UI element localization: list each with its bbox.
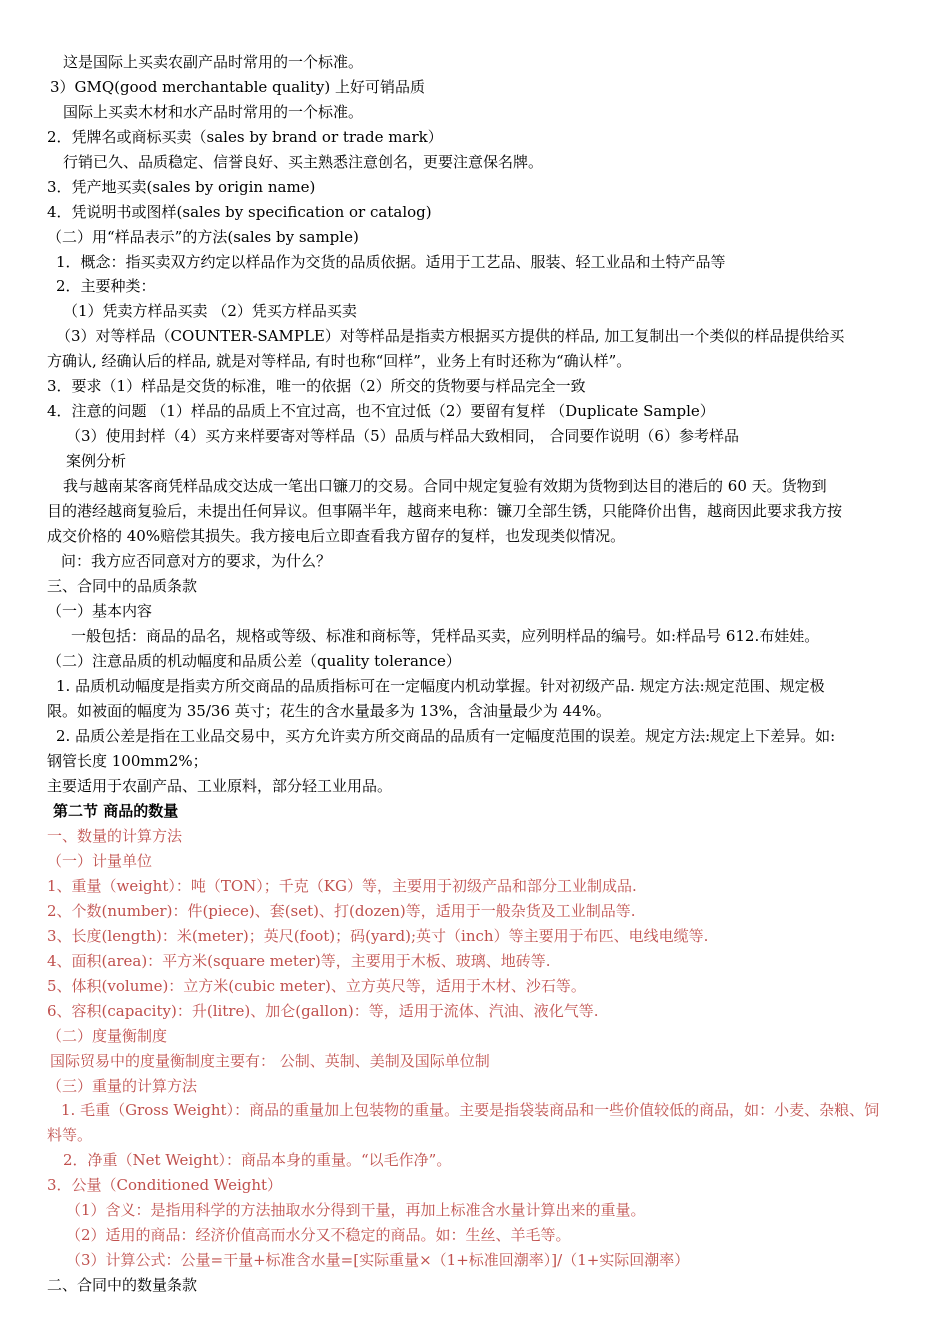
text-line: 成交价格的 40%赔偿其损失。我方接电后立即查看我方留存的复样，也发现类似情况。	[47, 527, 626, 545]
text-line: 我与越南某客商凭样品成交达成一笔出口镰刀的交易。合同中规定复验有效期为货物到达目的港后的 60 天。货物到	[63, 477, 827, 495]
text-line: 这是国际上买卖农副产品时常用的一个标准。	[63, 53, 364, 71]
text-line: 目的港经越商复验后，未提出任何异议。但事隔半年，越商来电称：镰刀全部生锈，只能降价出售，越商因此要求我方按	[47, 502, 843, 520]
text-line: 限。如被面的幅度为 35/36 英寸；花生的含水量最多为 13%，含油量最少为 44%。	[47, 702, 611, 720]
text-line: 行销已久、品质稳定、信誉良好、买主熟悉注意创名，更要注意保名牌。	[63, 153, 544, 171]
text-line: 钢管长度 100mm2%；	[47, 752, 208, 770]
section-heading: 二、合同中的数量条款	[47, 1276, 198, 1294]
text-line: 2. 品质公差是指在工业品交易中，买方允许卖方所交商品的品质有一定幅度范围的误差。规定方法:规定上下差异。如:	[56, 727, 836, 745]
text-line: 问：我方应否同意对方的要求，为什么？	[61, 552, 332, 570]
text-line: （三）重量的计算方法	[47, 1077, 198, 1095]
text-line: （一）计量单位	[47, 852, 153, 870]
text-line: （3）使用封样（4）买方来样要寄对等样品（5）品质与样品大致相同， 合同要作说明（6）参考样品	[66, 427, 739, 445]
text-line: 3．公量（Conditioned Weight）	[47, 1176, 283, 1194]
text-line: 3．凭产地买卖(sales by origin name)	[47, 178, 316, 196]
section-heading: 三、合同中的品质条款	[47, 577, 198, 595]
section-heading: 一、数量的计算方法	[47, 827, 183, 845]
text-line: 4、面积(area)：平方米(square meter)等，主要用于木板、玻璃、地砖等.	[47, 952, 551, 970]
text-line: 主要适用于农副产品、工业原料，部分轻工业用品。	[47, 777, 393, 795]
text-line: （二）用“样品表示”的方法(sales by sample)	[47, 228, 359, 246]
text-line: 2．净重（Net Weight）：商品本身的重量。“以毛作净”。	[63, 1151, 452, 1169]
text-line: 5、体积(volume)：立方米(cubic meter)、立方英尺等，适用于木材、沙石等。	[47, 977, 586, 995]
text-line: 1. 毛重（Gross Weight）：商品的重量加上包装物的重量。主要是指袋装商品和一些价值较低的商品，如：小麦、杂粮、饲	[61, 1101, 880, 1119]
text-line: 4．注意的问题 （1）样品的品质上不宜过高，也不宜过低（2）要留有复样 （Duplicate Sample）	[47, 402, 715, 420]
text-line: 2．主要种类：	[56, 277, 156, 295]
text-line: 料等。	[47, 1126, 93, 1144]
text-line: 一般包括：商品的品名，规格或等级、标准和商标等，凭样品买卖，应列明样品的编号。如:样品号 612.布娃娃。	[71, 627, 820, 645]
text-line: 3、长度(length)：米(meter)；英尺(foot)；码(yard);英寸（inch）等主要用于布匹、电线电缆等.	[47, 927, 709, 945]
text-line: 1、重量（weight）：吨（TON）；千克（KG）等，主要用于初级产品和部分工业制成品.	[47, 877, 637, 895]
text-line: 方确认, 经确认后的样品, 就是对等样品, 有时也称“回样”，业务上有时还称为“确认样”。	[47, 352, 632, 370]
text-line: 国际贸易中的度量衡制度主要有： 公制、英制、美制及国际单位制	[50, 1052, 490, 1070]
text-line: 3）GMQ(good merchantable quality) 上好可销品质	[50, 78, 425, 96]
text-line: （1）凭卖方样品买卖 （2）凭买方样品买卖	[63, 302, 357, 320]
text-line: 2、个数(number)：件(piece)、套(set)、打(dozen)等，适用于一般杂货及工业制品等.	[47, 902, 636, 920]
text-line: 国际上买卖木材和水产品时常用的一个标准。	[63, 103, 364, 121]
text-line: （一）基本内容	[47, 602, 153, 620]
text-line: （二）注意品质的机动幅度和品质公差（quality tolerance）	[47, 652, 461, 670]
text-line: 3．要求（1）样品是交货的标准，唯一的依据（2）所交的货物要与样品完全一致	[47, 377, 586, 395]
text-line: 4．凭说明书或图样(sales by specification or catalog)	[47, 203, 432, 221]
text-line: 6、容积(capacity)：升(litre)、加仑(gallon)：等，适用于流体、汽油、液化气等.	[47, 1002, 599, 1020]
text-line: （2）适用的商品：经济价值高而水分又不稳定的商品。如：生丝、羊毛等。	[66, 1226, 571, 1244]
section-title: 第二节 商品的数量	[53, 802, 179, 820]
text-line: （二）度量衡制度	[47, 1027, 168, 1045]
text-line: 1. 品质机动幅度是指卖方所交商品的品质指标可在一定幅度内机动掌握。针对初级产品. 规定方法:规定范围、规定极	[56, 677, 825, 695]
text-line: （3）计算公式：公量=干量+标准含水量=[实际重量×（1+标准回潮率）]/（1+实际回潮率）	[66, 1251, 690, 1269]
text-line: 1．概念：指买卖双方约定以样品作为交货的品质依据。适用于工艺品、服装、轻工业品和土特产品等	[56, 253, 726, 271]
text-line: 案例分析	[66, 452, 127, 470]
text-line: （3）对等样品（COUNTER-SAMPLE）对等样品是指卖方根据买方提供的样品, 加工复制出一个类似的样品提供给买	[56, 327, 845, 345]
text-line: 2．凭牌名或商标买卖（sales by brand or trade mark）	[47, 128, 443, 146]
text-line: （1）含义：是指用科学的方法抽取水分得到干量，再加上标准含水量计算出来的重量。	[66, 1201, 646, 1219]
